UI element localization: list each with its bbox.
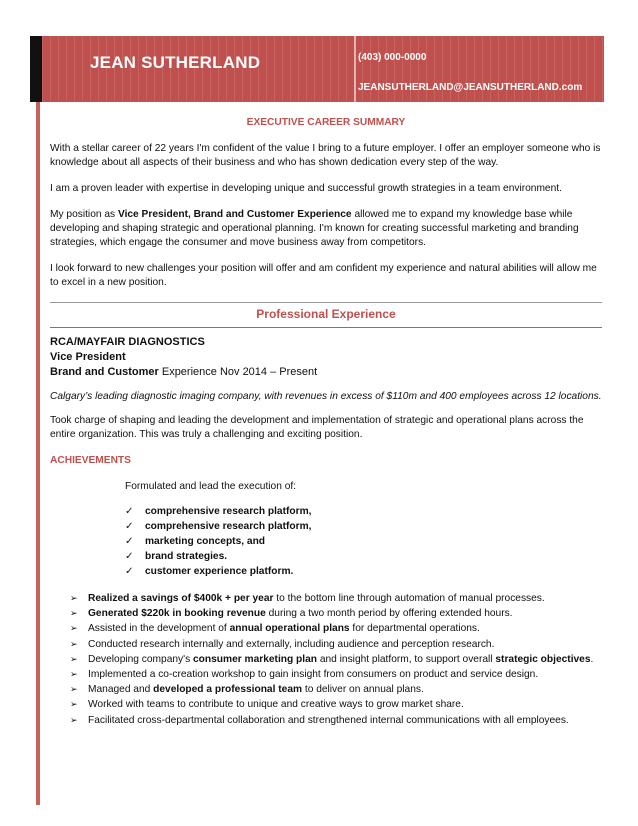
arrow-bullet-icon: ➢ <box>70 593 78 603</box>
achievement-text: Conducted research internally and externally, including audience and perception research. <box>88 638 495 650</box>
check-item <box>125 519 602 534</box>
achievement-highlight: strategic objectives <box>495 653 591 665</box>
arrow-bullet-icon: ➢ <box>70 653 78 664</box>
achievement-highlight: developed a professional team <box>153 684 303 696</box>
experience-title: Professional Experience <box>256 307 396 321</box>
achievement-item <box>70 697 602 712</box>
job-charge: Took charge of shaping and leading the development and implementation of strategic and operational plans across the entire organization. This was truly a challenging and exciting position. <box>50 415 584 440</box>
experience-underline <box>50 327 602 328</box>
achievement-item <box>70 682 602 697</box>
check-item <box>125 549 602 564</box>
resume-header <box>42 36 604 102</box>
check-item <box>125 564 602 579</box>
check-icon: ✓ <box>125 521 134 532</box>
check-item-text: comprehensive research platform, <box>145 506 312 517</box>
email-address: JEANSUTHERLAND@JEANSUTHERLAND.com <box>358 82 583 93</box>
header-divider <box>354 36 356 102</box>
check-item-text: customer experience platform. <box>145 566 294 577</box>
achievements-title: ACHIEVEMENTS <box>50 455 131 466</box>
achievement-text: Facilitated cross-departmental collaboration and strengthened internal communications with all employees. <box>88 714 569 726</box>
summary-paragraph-4: I look forward to new challenges your position will offer and am confident my experience and natural abilities will allow me to excel in a new position. <box>50 263 597 288</box>
achievement-highlight: annual operational plans <box>229 623 350 635</box>
check-item-text: brand strategies. <box>145 551 228 562</box>
arrow-bullet-icon: ➢ <box>70 684 78 695</box>
check-item-text: marketing concepts, and <box>145 536 266 547</box>
check-icon: ✓ <box>125 506 134 517</box>
achievement-highlight: consumer marketing plan <box>193 653 317 665</box>
check-icon: ✓ <box>125 551 134 562</box>
achievement-text: to deliver on annual plans. <box>302 684 424 696</box>
left-margin-rule <box>36 102 40 805</box>
achievement-text: and insight platform, to support overall <box>317 653 496 665</box>
candidate-name: JEAN SUTHERLAND <box>90 53 261 72</box>
summary-paragraph-2: I am a proven leader with expertise in developing unique and successful growth strategies in a team environment. <box>50 183 562 194</box>
arrow-bullet-icon: ➢ <box>70 699 78 710</box>
company-description: Calgary’s leading diagnostic imaging company, with revenues in excess of $110m and 400 employees across 12 locations. <box>50 391 602 402</box>
achievement-highlight: Generated $220k in booking revenue <box>88 608 266 620</box>
arrow-bullet-icon: ➢ <box>70 669 78 680</box>
header-tab-decoration <box>30 36 42 102</box>
achievement-item <box>70 652 602 667</box>
check-item-text: comprehensive research platform, <box>145 521 312 532</box>
job-department-2: Experience <box>158 366 217 378</box>
job-department-dates <box>50 365 602 380</box>
resume-body <box>50 116 602 728</box>
check-item <box>125 504 602 519</box>
summary-title: EXECUTIVE CAREER SUMMARY <box>246 117 406 128</box>
summary-p3-pre: My position as <box>50 209 118 220</box>
achievement-text: to the bottom line through automation of manual processes. <box>273 593 545 604</box>
achievement-item <box>70 606 602 621</box>
achievement-text: Assisted in the development of <box>88 623 230 635</box>
job-department: Brand and Customer <box>50 366 159 378</box>
achievement-text: Implemented a co-creation workshop to gain insight from consumers on product and service design. <box>88 669 539 681</box>
arrow-bullet-icon: ➢ <box>70 638 78 649</box>
achievement-item <box>70 621 602 636</box>
achievement-text: Managed and <box>88 684 154 696</box>
achievement-text: Worked with teams to contribute to unique and creative ways to grow market share. <box>88 699 464 711</box>
summary-p3-title: Vice President, Brand and Customer Experience <box>117 209 352 220</box>
achievements-intro: Formulated and lead the execution of: <box>125 481 297 492</box>
summary-paragraph-3 <box>50 208 602 250</box>
check-icon: ✓ <box>125 566 134 577</box>
company-name: RCA/MAYFAIR DIAGNOSTICS <box>50 336 205 348</box>
phone-number: (403) 000-0000 <box>358 52 427 63</box>
achievement-item <box>70 713 602 728</box>
check-icon: ✓ <box>125 536 134 547</box>
check-list <box>125 504 602 579</box>
achievement-highlight: Realized a savings of $400k + per year <box>88 593 274 604</box>
arrow-bullet-icon: ➢ <box>70 608 78 619</box>
check-item <box>125 534 602 549</box>
achievement-item <box>70 667 602 682</box>
arrow-bullet-icon: ➢ <box>70 714 78 725</box>
achievement-list <box>70 591 602 728</box>
achievement-text: during a two month period by offering extended hours. <box>265 608 513 620</box>
achievement-text: for departmental operations. <box>349 623 480 635</box>
job-role: Vice President <box>50 351 126 363</box>
achievement-item <box>70 591 602 606</box>
achievement-text: . <box>590 653 594 665</box>
arrow-bullet-icon: ➢ <box>70 623 78 634</box>
achievement-item <box>70 637 602 652</box>
achievement-text: Developing company's <box>88 653 194 665</box>
job-dates: Nov 2014 – Present <box>216 366 318 378</box>
summary-paragraph-1: With a stellar career of 22 years I'm confident of the value I bring to a future employer. I offer an employer someone who is knowledge about all aspects of their business and who has shown dedication every step of the way. <box>50 143 601 168</box>
summary-p3-post: allowed me to expand my knowledge base while developing and shaping strategic and operational planning. I'm known for creating successful marketing and branding strategies, which engage the consumer and move business away from competitors. <box>50 209 579 248</box>
